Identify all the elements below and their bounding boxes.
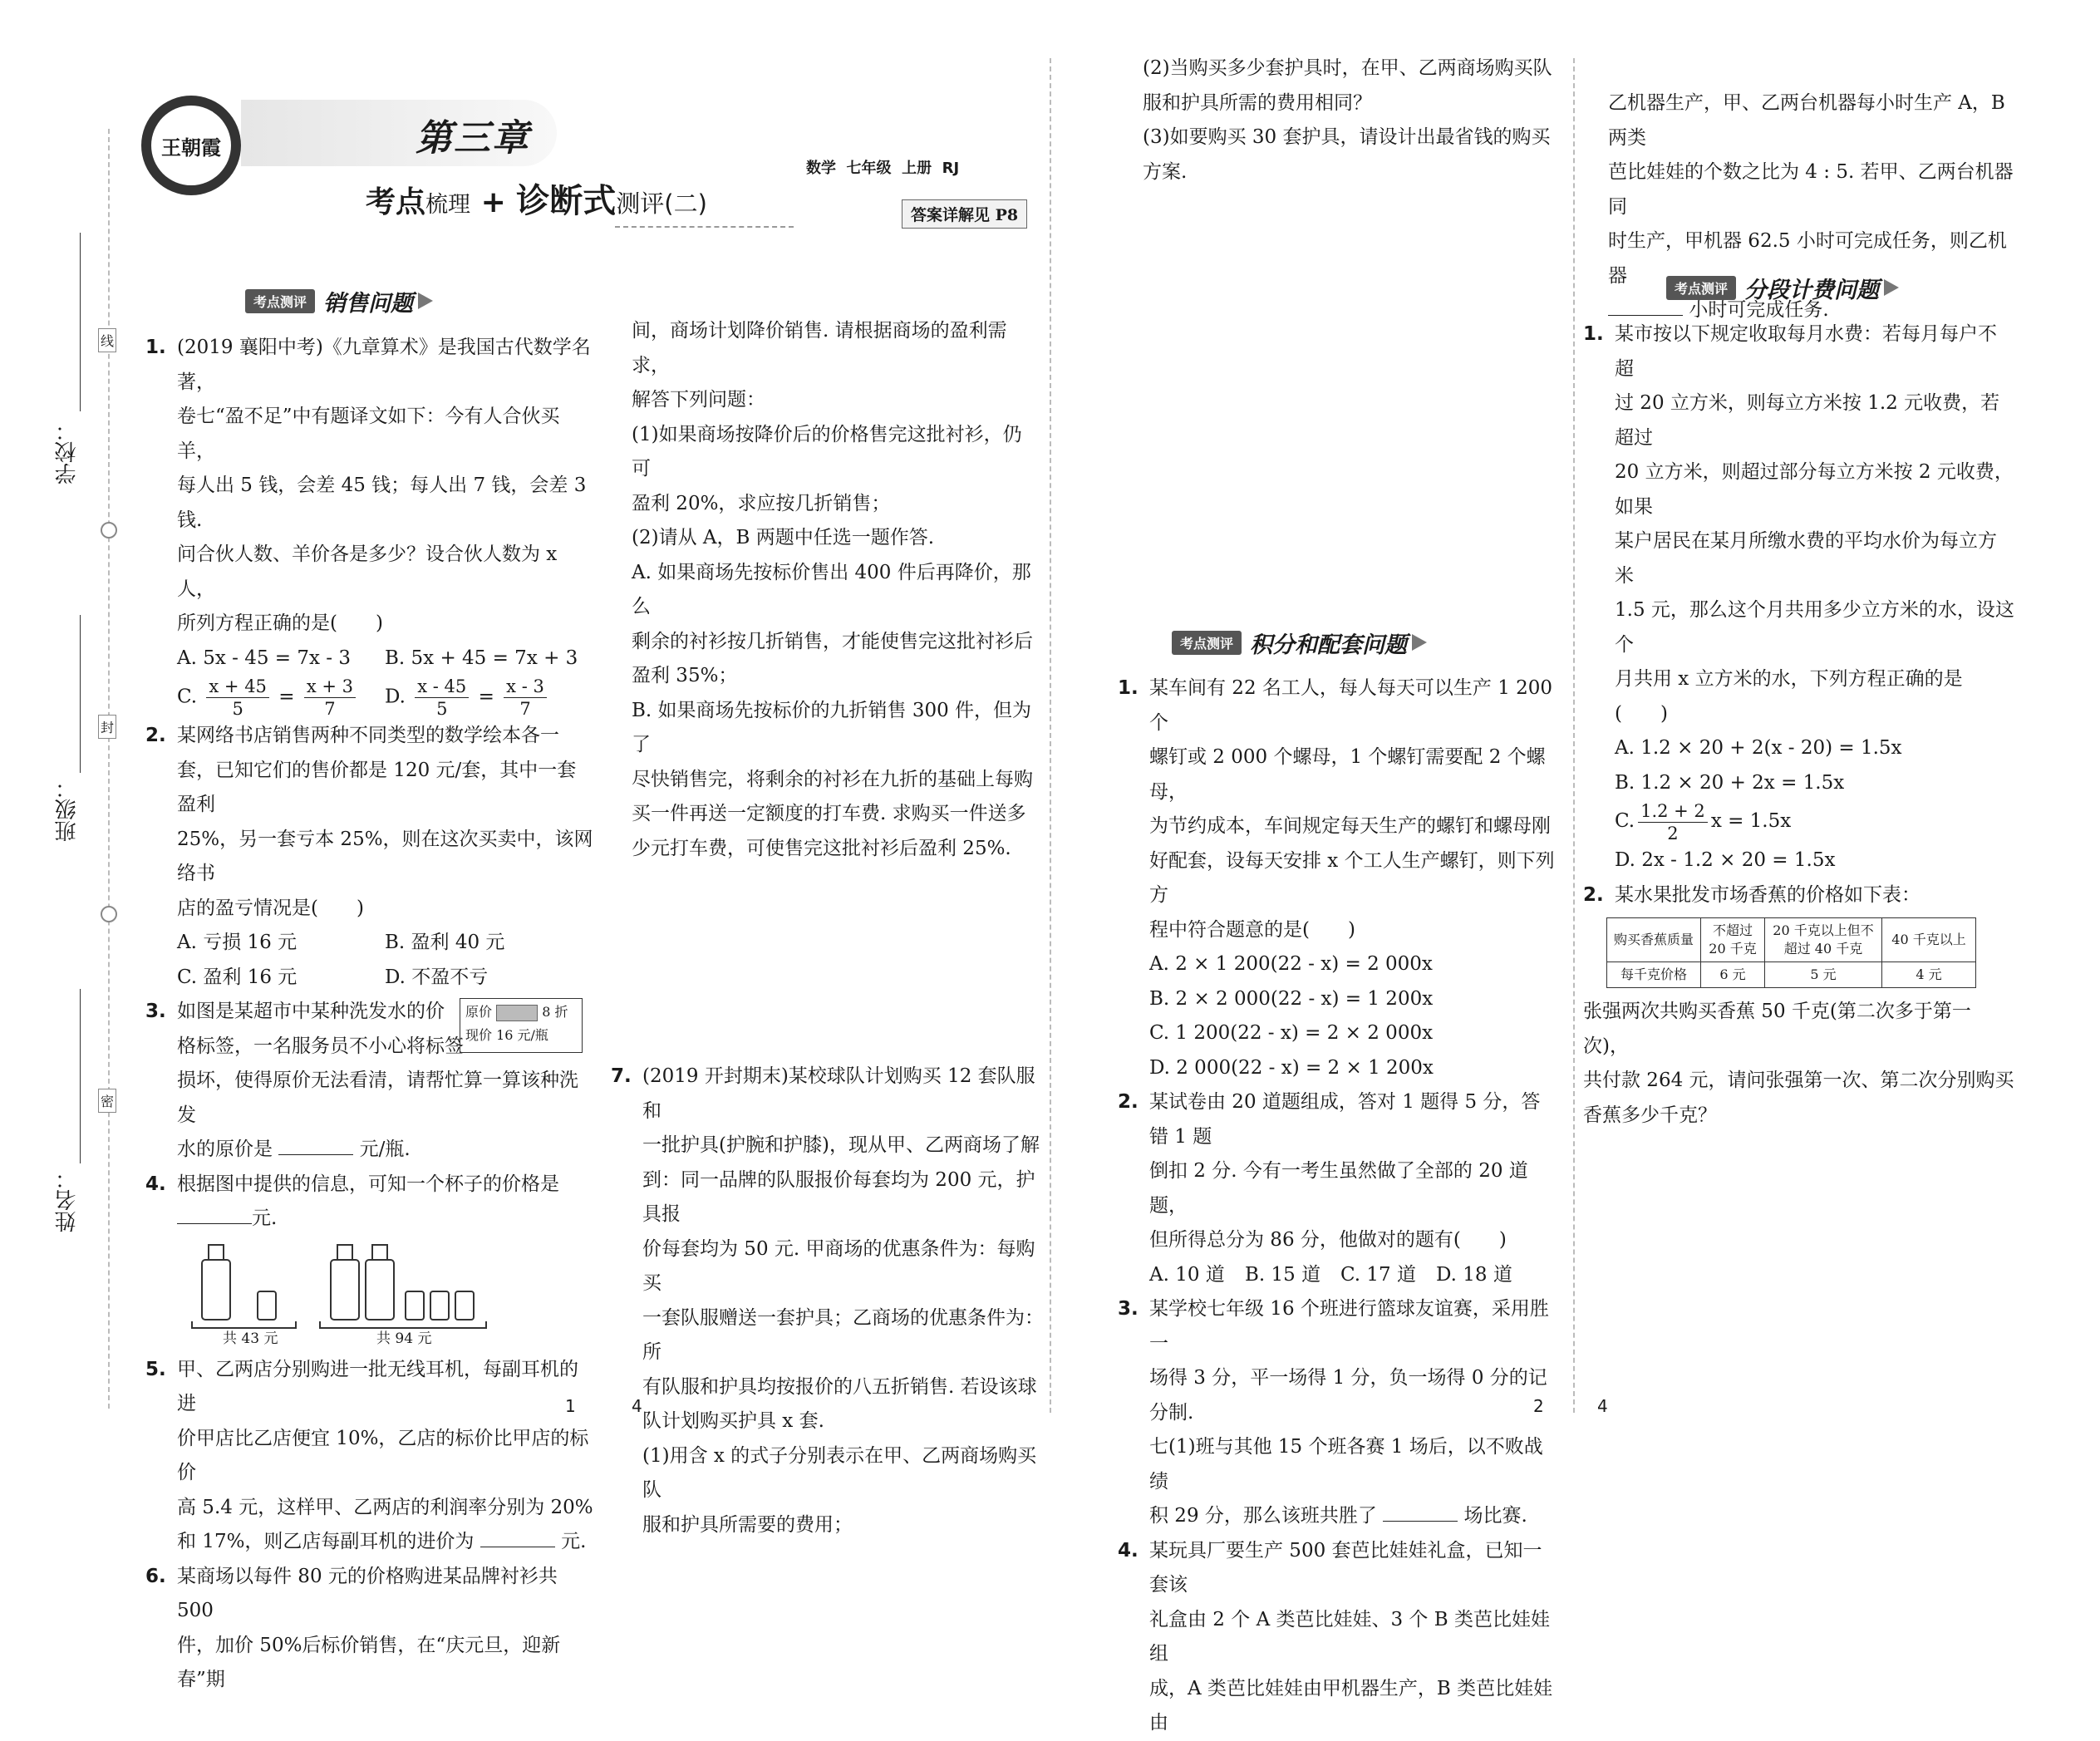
binding-dashed-line	[108, 129, 110, 1409]
option-a[interactable]: A. 5x - 45 = 7x - 3	[177, 647, 352, 669]
q1-options-cd	[145, 676, 594, 719]
book-info: 数学 七年级 上册 RJ	[806, 160, 960, 177]
section-arrow-icon	[1412, 634, 1427, 651]
section-points-header: 考点测评 积分和配套问题	[1172, 626, 1427, 659]
option-c[interactable]: C. $\frac{1.2 + 2}{2}$ x = 1.5x	[1615, 800, 1792, 843]
q1-options-ab	[145, 642, 594, 676]
option-b[interactable]: B. 1.2 × 20 + 2x = 1.5x	[1615, 771, 1845, 794]
option-d[interactable]: D. 18 道	[1436, 1263, 1512, 1286]
option-a[interactable]: A. 10 道	[1149, 1263, 1225, 1286]
option-a[interactable]: A. 1.2 × 20 + 2(x - 20) = 1.5x	[1615, 737, 1902, 759]
option-b[interactable]: B. 5x + 45 = 7x + 3	[385, 647, 578, 669]
subtitle-shuli: 梳理	[425, 192, 471, 218]
question-3-points: 3. 某学校七年级 16 个班进行篮球友谊赛，采用胜一 场得 3 分，平一场得 1 分，负一场得 0 分的记分制. 七(1)班与其他 15 个班各赛 1 场后，以不败战绩 积 29 分，那么该班共胜了 场比赛.	[1118, 1298, 1549, 1527]
section-title-points: 积分和配套问题	[1250, 632, 1408, 658]
cups-thermos-figure	[177, 1237, 594, 1353]
option-c[interactable]: C. 盈利 16 元	[177, 966, 298, 988]
option-d[interactable]: D. $\frac{x - 45}{5}$ = $\frac{x - 3}{7}$	[385, 676, 593, 720]
answer-blank[interactable]	[480, 1527, 555, 1547]
option-b[interactable]: B. 盈利 40 元	[385, 932, 505, 953]
answer-reference: 答案详解见 P8	[902, 199, 1027, 229]
caption-94: 共 94 元	[376, 1330, 432, 1347]
question-2-points: 2. 某试卷由 20 道题组成，答对 1 题得 5 分，答错 1 题 倒扣 2 分. 今有一考生虽然做了全部的 20 道题， 但所得总分为 86 分，他做对的题有( )	[1118, 1091, 1541, 1251]
subtitle-plus: +	[480, 185, 506, 219]
subtitle-kaodian: 考点	[366, 185, 426, 219]
option-d[interactable]: D. 2 000(22 - x) = 2 × 1 200x	[1149, 1056, 1434, 1079]
banana-price-table	[1606, 917, 1976, 988]
question-6-sales: 6. 某商场以每件 80 元的价格购进某品牌衬衫共 500 件，加价 50%后标价销售，在“庆元旦，迎新春”期	[145, 1565, 561, 1690]
column-2	[632, 314, 1039, 866]
page-divider-right	[1573, 58, 1575, 1413]
option-b[interactable]: B. 2 × 2 000(22 - x) = 1 200x	[1149, 987, 1434, 1010]
column-4: 1. 某市按以下规定收取每月水费：若每月每户不超 过 20 立方米，则每立方米按 1.2 元收费，若超过 20 立方米，则超过部分每立方米按 2 元收费，如果 某户居民在某月所缴水费的平均水价为每立方米 1.5 元，那么这个月共用多少立方米的水，设这个 月共用 x 立方米的水，下列方程正确的是( ) A. 1.2 × 20 + 2(x - 20) = 1.5x B. 1.2 × 20 + 2x = 1.5x C. $\frac{1.2 + 2}{2}$ x = 1.5x D. 2x - 1.2 × 20 = 1.5x 2. 某水果批发市场香蕉的价格如下表： 购买香蕉质量 不超过20 千克 20 千克以上但不超过 40 千克 40 千克以上 每千克价格 6 元 5 元 4 元 张强两次共购买香蕉 50 千克(第二次多于第一次)， 共付款 264 元，请问张强第一次、第二次分别购买 香蕉多少千克？	[1583, 317, 2015, 1133]
answer-blank[interactable]	[278, 1134, 353, 1155]
column-3	[1118, 671, 1558, 1741]
question-1-sales: 1. (2019 襄阳中考)《九章算术》是我国古代数学名著， 卷七“盈不足”中有题译文如下：今有人合伙买羊， 每人出 5 钱，会差 45 钱；每人出 7 钱，会差 3 钱. 问合伙人数、羊价各是多少？设合伙人数为 x 人， 所列方程正确的是( )	[145, 337, 591, 634]
caption-43: 共 43 元	[223, 1330, 278, 1347]
class-label: 班级：	[55, 777, 80, 842]
page-number-1: 1	[565, 1396, 576, 1416]
section-arrow-icon	[418, 293, 433, 309]
binding-hole-1	[101, 522, 117, 539]
seal-mark-3: 密	[98, 1089, 116, 1113]
option-d[interactable]: D. 不盈不亏	[385, 966, 489, 988]
section-title-tiered: 分段计费问题	[1744, 277, 1880, 303]
class-line	[80, 615, 81, 773]
page-number-2b: 4	[1597, 1396, 1608, 1416]
subtitle-ceping: 测评(二)	[616, 189, 707, 218]
page-number-1b: 4	[632, 1396, 642, 1416]
section-arrow-icon	[1884, 279, 1899, 296]
option-c[interactable]: C. 17 道	[1340, 1263, 1416, 1286]
question-5-sales: 5. 甲、乙两店分别购进一批无线耳机，每副耳机的进 价甲店比乙店便宜 10%，乙店的标价比甲店的标价 高 5.4 元，这样甲、乙两店的利润率分别为 20% 和 17%，则乙店每副耳机的进价为 元.	[145, 1358, 593, 1552]
option-c[interactable]: C. 1 200(22 - x) = 2 × 2 000x	[1149, 1022, 1434, 1044]
section-title-sales: 销售问题	[323, 290, 414, 317]
seal-mark-1: 线	[98, 328, 116, 352]
option-c[interactable]: C. $\frac{x + 45}{5}$ = $\frac{x + 3}{7}$	[177, 676, 385, 720]
page-number-2: 2	[1533, 1396, 1544, 1416]
table-row: 每千克价格 6 元 5 元 4 元	[1607, 962, 1976, 988]
question-2-tiered: 2. 某水果批发市场香蕉的价格如下表：	[1583, 883, 1920, 906]
name-line	[80, 989, 81, 1163]
section-tag: 考点测评	[245, 289, 315, 313]
option-b[interactable]: B. 15 道	[1245, 1263, 1321, 1286]
price-tag-figure: 原价 8 折 现价 16 元/瓶	[460, 998, 583, 1053]
column-3-top: (2)当购买多少套护具时，在甲、乙两商场购买队 服和护具所需的费用相同？ (3)如要购买 30 套护具，请设计出最省钱的购买 方案.	[1143, 57, 1552, 183]
question-3-sales: 3. 如图是某超市中某种洗发水的价 格标签，一名服务员不小心将标签 损坏，使得原价无法看清，请帮忙算一算该种洗发 水的原价是 元/瓶. 原价 8 折 现价 16 元/瓶	[145, 995, 594, 1168]
question-1-tiered: 1. 某市按以下规定收取每月水费：若每月每户不超 过 20 立方米，则每立方米按 1.2 元收费，若超过 20 立方米，则超过部分每立方米按 2 元收费，如果 某户居民在某月所缴水费的平均水价为每立方米 1.5 元，那么这个月共用多少立方米的水，设这个 月共用 x 立方米的水，下列方程正确的是( )	[1583, 323, 2014, 725]
page-divider-left	[1050, 58, 1051, 1413]
answer-blank[interactable]	[1383, 1501, 1458, 1522]
column-4-top: 乙机器生产，甲、乙两台机器每小时生产 A，B 两类 芭比娃娃的个数之比为 4 : 5. 若甲、乙两台机器同 时生产，甲机器 62.5 小时可完成任务，则乙机器 小时可完成任务.	[1608, 92, 2014, 321]
name-label: 姓名：	[55, 1168, 80, 1232]
section-tiered-header: 考点测评 分段计费问题	[1666, 271, 1899, 304]
damaged-price-box	[496, 1005, 538, 1021]
table-row: 购买香蕉质量 不超过20 千克 20 千克以上但不超过 40 千克 40 千克以上	[1607, 918, 1976, 962]
brand-name: 王朝霞	[161, 135, 221, 160]
question-6-continued: 间，商场计划降价销售. 请根据商场的盈利需求， 解答下列问题： (1)如果商场按降价后的价格售完这批衬衫，仍可 盈利 20%，求应按几折销售； (2)请从 A，B 两题中任选一题作答. A. 如果商场先按标价售出 400 件后再降价，那么 剩余的衬衫按几折销售，才能使售完这批衬衫后 盈利 35%； B. 如果商场先按标价的九折销售 300 件，但为了 尽快销售完，将剩余的衬衫在九折的基础上每购 买一件再送一定额度的打车费. 求购买一件送多 少元打车费，可使售完这批衬衫后盈利 25%.	[632, 320, 1033, 859]
school-label: 学校：	[55, 420, 80, 484]
binding-hole-2	[101, 906, 117, 922]
option-d[interactable]: D. 2x - 1.2 × 20 = 1.5x	[1615, 849, 1836, 871]
school-line	[80, 233, 81, 411]
question-2-sales: 2. 某网络书店销售两种不同类型的数学绘本各一 套，已知它们的售价都是 120 元/套，其中一套盈利 25%，另一套亏本 25%，则在这次买卖中，该网络书 店的盈亏情况是( )	[145, 725, 593, 919]
subtitle-zhenduan: 诊断式	[516, 182, 617, 220]
question-4-points: 4. 某玩具厂要生产 500 套芭比娃娃礼盒，已知一套该 礼盒由 2 个 A 类芭比娃娃、3 个 B 类芭比娃娃组 成，A 类芭比娃娃由甲机器生产，B 类芭比娃娃由	[1118, 1539, 1553, 1734]
column-1	[145, 331, 594, 1698]
question-4-sales: 4. 根据图中提供的信息，可知一个杯子的价格是 元. 共 43 元 共 94 元	[145, 1168, 594, 1353]
header-dashed-rule	[615, 226, 794, 228]
seal-mark-2: 封	[98, 715, 116, 739]
section-sales-header	[245, 284, 433, 317]
brand-logo	[141, 96, 241, 195]
question-1-points: 1. 某车间有 22 名工人，每人每天可以生产 1 200 个 螺钉或 2 000 个螺母，1 个螺钉需要配 2 个螺母， 为节约成本，车间规定每天生产的螺钉和螺母刚 好配套，设每天安排 x 个工人生产螺钉，则下列方 程中符合题意的是( )	[1118, 677, 1555, 941]
answer-blank[interactable]	[177, 1203, 252, 1224]
option-a[interactable]: A. 2 × 1 200(22 - x) = 2 000x	[1149, 953, 1433, 975]
question-7-sales: 7. (2019 开封期末)某校球队计划购买 12 套队服和 一批护具(护腕和护膝)，现从甲、乙两商场了解 到：同一品牌的队服报价每套均为 200 元，护具报 价每套均为 50 元. 甲商场的优惠条件为：每购买 一套队服赠送一套护具；乙商场的优惠条件为：所 有队服和护具均按报价的八五折销售. 若设该球 队计划购买护具 x 套. (1)用含 x 的式子分别表示在甲、乙两商场购买队 服和护具所需要的费用；	[611, 1065, 1044, 1536]
option-a[interactable]: A. 亏损 16 元	[177, 932, 298, 953]
chapter-title: 第三章	[416, 117, 530, 160]
page-subtitle	[366, 175, 707, 222]
column-2-lower	[611, 1060, 1047, 1542]
